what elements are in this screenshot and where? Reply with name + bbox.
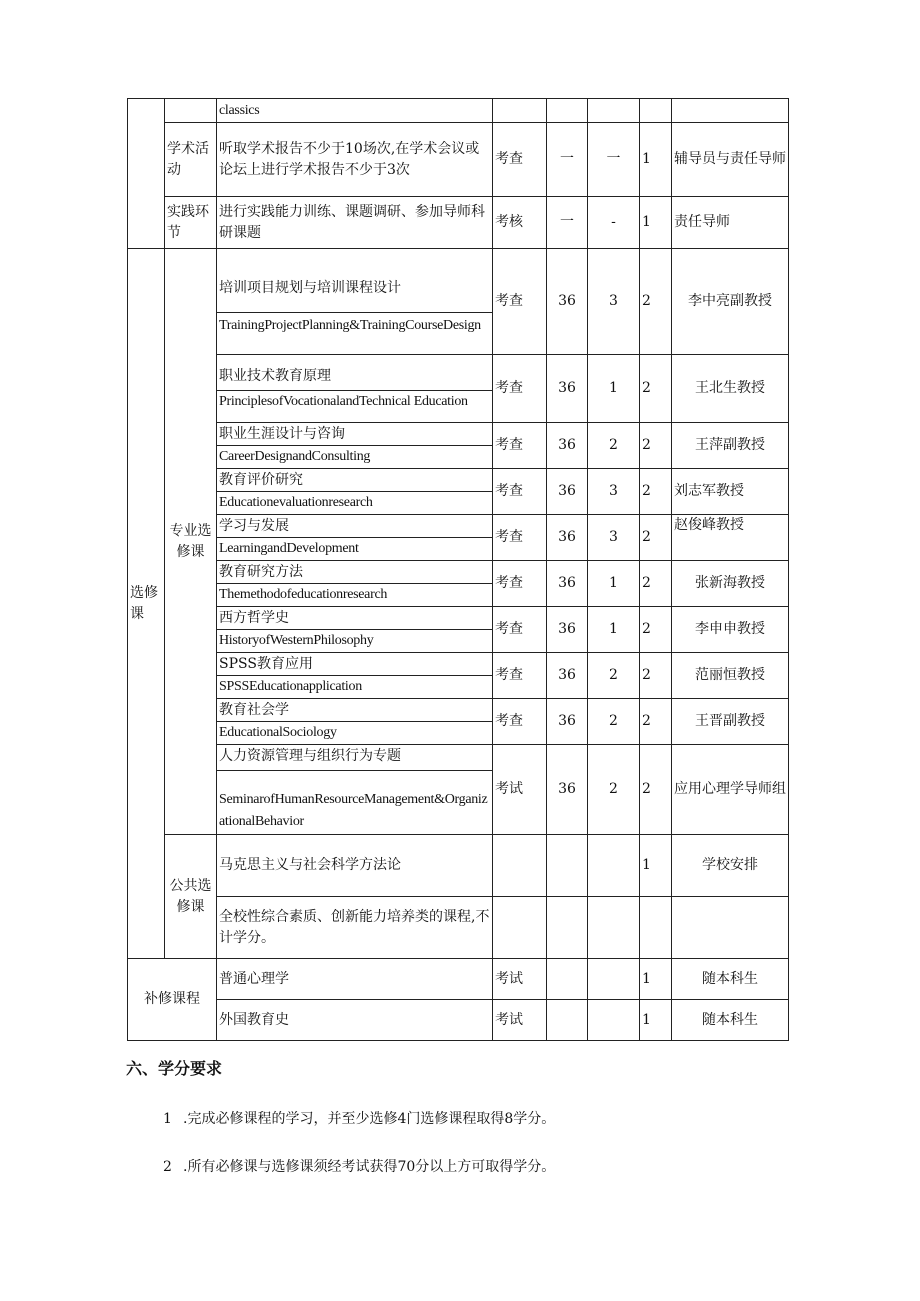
- instructor: 学校安排: [672, 835, 789, 897]
- semester: 2: [588, 653, 640, 699]
- assessment: 考查: [493, 515, 547, 561]
- semester: 2: [588, 745, 640, 835]
- hours: 36: [547, 699, 588, 745]
- instructor: 随本科生: [672, 1000, 789, 1041]
- public-elective-label: 公共选修课: [165, 835, 217, 959]
- requirement-item: [163, 1156, 555, 1176]
- assessment: 考查: [493, 699, 547, 745]
- table-row: [128, 123, 789, 197]
- table-row: [128, 197, 789, 249]
- major-elective-label: 专业选修课: [165, 249, 217, 835]
- credits: 2: [640, 423, 672, 469]
- hours: 一: [547, 197, 588, 249]
- hours: 一: [547, 123, 588, 197]
- course-name-en: SeminarofHumanResourceManagement&OrganizationalBehavior: [217, 770, 492, 833]
- credits: 2: [640, 745, 672, 835]
- credits: 2: [640, 653, 672, 699]
- course-content: 进行实践能力训练、课题调研、参加导师科研课题: [217, 197, 493, 249]
- assessment: 考查: [493, 469, 547, 515]
- course-name-cn: 教育评价研究: [219, 472, 303, 488]
- instructor: 王萍副教授: [672, 423, 789, 469]
- course-content: 全校性综合素质、创新能力培养类的课程,不计学分。: [217, 897, 493, 959]
- course-name-en: PrinciplesofVocationalandTechnical Education: [217, 390, 492, 412]
- table-row: [128, 835, 789, 897]
- course-name-cn: 培训项目规划与培训课程设计: [219, 280, 401, 296]
- instructor: 责任导师: [672, 197, 789, 249]
- instructor: 王北生教授: [672, 355, 789, 423]
- assessment: 考查: [493, 249, 547, 355]
- hours: 36: [547, 355, 588, 423]
- section-title: 六、学分要求: [126, 1059, 223, 1078]
- table-row: [128, 607, 789, 653]
- course-name-cn: 教育社会学: [219, 702, 289, 718]
- requirement-number: 1: [163, 1111, 172, 1127]
- instructor: 李中亮副教授: [672, 249, 789, 355]
- course-name-cn: 职业技术教育原理: [219, 367, 331, 384]
- assessment: 考查: [493, 423, 547, 469]
- assessment: 考查: [493, 561, 547, 607]
- instructor: 范丽恒教授: [672, 653, 789, 699]
- assessment: 考查: [493, 355, 547, 423]
- course-content: 普通心理学: [217, 959, 493, 1000]
- credits: 2: [640, 515, 672, 561]
- credits: 1: [640, 1000, 672, 1041]
- requirement-text: .完成必修课程的学习，并至少选修4门选修课程取得8学分。: [183, 1111, 556, 1127]
- assessment: 考查: [493, 653, 547, 699]
- credits: 1: [640, 835, 672, 897]
- credits: 2: [640, 561, 672, 607]
- course-name-cn: SPSS教育应用: [219, 656, 313, 672]
- instructor: 王晋副教授: [672, 699, 789, 745]
- course-name-en: LearningandDevelopment: [217, 537, 492, 559]
- table-row: [128, 515, 789, 561]
- table-row: [128, 469, 789, 515]
- table-row: [128, 959, 789, 1000]
- instructor: 刘志军教授: [672, 469, 789, 515]
- credits: 2: [640, 249, 672, 355]
- table-row: [128, 653, 789, 699]
- semester: 1: [588, 561, 640, 607]
- credits: 2: [640, 699, 672, 745]
- semester: 2: [588, 699, 640, 745]
- course-name-cn: 教育研究方法: [219, 564, 303, 580]
- assessment: 考核: [493, 197, 547, 249]
- course-name-en: EducationalSociology: [217, 721, 492, 743]
- course-name-en: CareerDesignandConsulting: [217, 445, 492, 467]
- semester: 3: [588, 249, 640, 355]
- course-content: 马克思主义与社会科学方法论: [217, 835, 493, 897]
- remedial-label: 补修课程: [128, 959, 217, 1041]
- semester: 1: [588, 607, 640, 653]
- hours: 36: [547, 745, 588, 835]
- table-row: [128, 561, 789, 607]
- course-name-cn: 职业生涯设计与咨询: [219, 426, 345, 442]
- table-row: [128, 355, 789, 423]
- table-row: [128, 423, 789, 469]
- hours: 36: [547, 653, 588, 699]
- requirement-number: 2: [163, 1159, 172, 1175]
- instructor: 随本科生: [672, 959, 789, 1000]
- category-label: 实践环节: [165, 197, 217, 249]
- course-name-en: SPSSEducationapplication: [217, 675, 492, 697]
- curriculum-table: [127, 98, 789, 1041]
- assessment: 考试: [493, 959, 547, 1000]
- category-label: 学术活动: [165, 123, 217, 197]
- credits: 2: [640, 355, 672, 423]
- table-row: [128, 699, 789, 745]
- hours: 36: [547, 249, 588, 355]
- credits: 2: [640, 607, 672, 653]
- course-name-cn: 西方哲学史: [219, 610, 289, 626]
- course-content: classics: [217, 99, 493, 123]
- instructor: 李申申教授: [672, 607, 789, 653]
- assessment: 考试: [493, 745, 547, 835]
- semester: 2: [588, 423, 640, 469]
- course-name-en: TrainingProjectPlanning&TrainingCourseDesign: [217, 312, 492, 339]
- semester: 1: [588, 355, 640, 423]
- hours: 36: [547, 561, 588, 607]
- semester: 3: [588, 515, 640, 561]
- hours: 36: [547, 515, 588, 561]
- instructor: 张新海教授: [672, 561, 789, 607]
- instructor: 辅导员与责任导师: [672, 123, 789, 197]
- credits: 2: [640, 469, 672, 515]
- credits: 1: [640, 959, 672, 1000]
- instructor: 应用心理学导师组: [672, 745, 789, 835]
- table-row: [128, 745, 789, 835]
- elective-label: 选修课: [128, 249, 165, 959]
- course-name-en: Themethodofeducationresearch: [217, 583, 492, 605]
- semester: 一: [588, 123, 640, 197]
- table-row: [128, 249, 789, 355]
- course-name-en: HistoryofWesternPhilosophy: [217, 629, 492, 651]
- table-row: [128, 897, 789, 959]
- empty-cell: [128, 99, 165, 249]
- course-name-cn: 人力资源管理与组织行为专题: [219, 748, 401, 764]
- course-content: 听取学术报告不少于10场次,在学术会议或论坛上进行学术报告不少于3次: [217, 123, 493, 197]
- hours: 36: [547, 607, 588, 653]
- assessment: 考查: [493, 607, 547, 653]
- hours: 36: [547, 423, 588, 469]
- course-name-cn: 学习与发展: [219, 518, 289, 534]
- course-name-en: Educationevaluationresearch: [217, 491, 492, 513]
- hours: 36: [547, 469, 588, 515]
- assessment: 考试: [493, 1000, 547, 1041]
- credits: 1: [640, 197, 672, 249]
- table-row: [128, 99, 789, 123]
- course-content: 外国教育史: [217, 1000, 493, 1041]
- credits: 1: [640, 123, 672, 197]
- requirement-item: [163, 1108, 555, 1128]
- empty-cell: [165, 99, 217, 123]
- semester: 3: [588, 469, 640, 515]
- table-row: [128, 1000, 789, 1041]
- semester: -: [588, 197, 640, 249]
- requirement-text: .所有必修课与选修课须经考试获得70分以上方可取得学分。: [183, 1159, 556, 1175]
- instructor: 赵俊峰教授: [672, 515, 789, 561]
- assessment: 考查: [493, 123, 547, 197]
